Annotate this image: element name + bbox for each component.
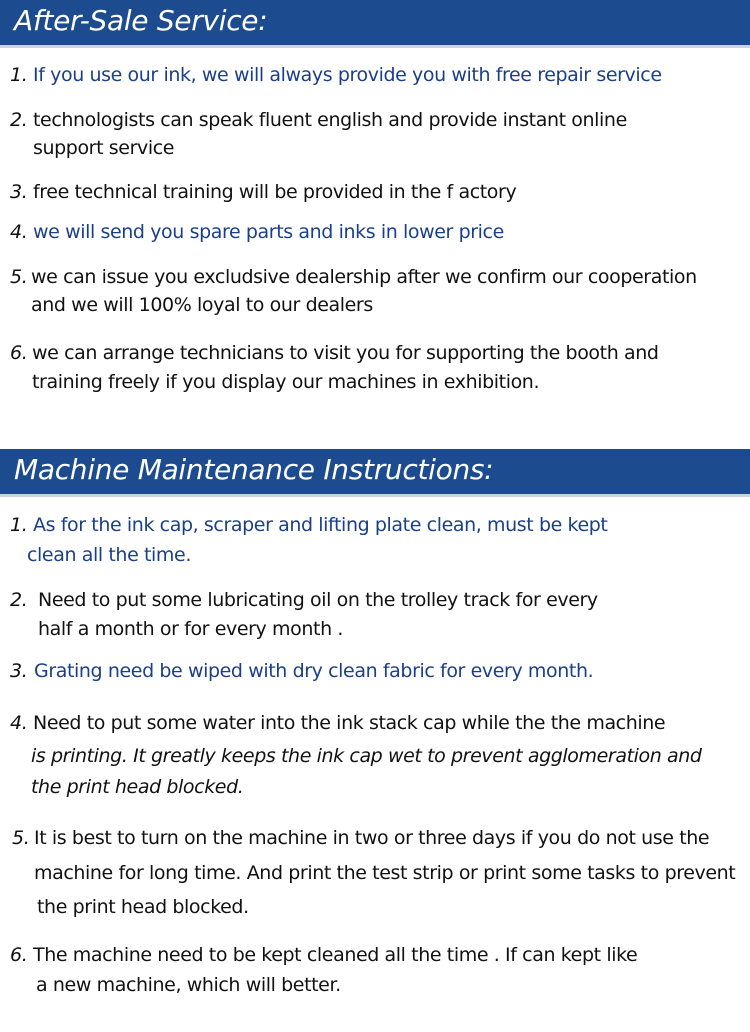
- item-text: Need to put some lubricating oil on the trolley track for every: [38, 589, 598, 611]
- item-text-continued: the print head blocked.: [31, 776, 244, 798]
- item-number: 6.: [10, 342, 28, 364]
- item-number: 1.: [10, 514, 28, 536]
- after-sale-banner: [0, 0, 750, 48]
- item-number: 5.: [12, 827, 30, 849]
- item-text-continued: machine for long time. And print the test strip or print some tasks to prevent: [34, 862, 736, 884]
- item-number: 5.: [10, 266, 28, 288]
- item-text-continued: a new machine, which will better.: [36, 974, 341, 996]
- item-text-continued: the print head blocked.: [37, 896, 249, 918]
- item-text: technologists can speak fluent english and provide instant online: [33, 109, 627, 131]
- item-text: we can arrange technicians to visit you for supporting the booth and: [32, 342, 659, 364]
- item-number: 4.: [10, 221, 28, 243]
- item-text: As for the ink cap, scraper and lifting plate clean, must be kept: [33, 514, 608, 536]
- item-number: 2.: [10, 589, 28, 611]
- item-text: we can issue you excludsive dealership after we confirm our cooperation: [31, 266, 697, 288]
- item-number: 2.: [10, 109, 28, 131]
- item-text-continued: half a month or for every month .: [38, 618, 343, 640]
- item-text: free technical training will be provided in the f actory: [33, 181, 517, 203]
- maintenance-banner: [0, 449, 750, 497]
- item-number: 3.: [10, 181, 28, 203]
- item-text: The machine need to be kept cleaned all the time . If can kept like: [33, 944, 638, 966]
- item-number: 3.: [10, 660, 28, 682]
- item-text: Grating need be wiped with dry clean fabric for every month.: [34, 660, 594, 682]
- item-text-continued: and we will 100% loyal to our dealers: [31, 294, 373, 316]
- maintenance-title: Machine Maintenance Instructions:: [14, 453, 494, 486]
- item-number: 4.: [10, 712, 28, 734]
- item-number: 1.: [10, 64, 28, 86]
- item-text-continued: support service: [33, 137, 175, 159]
- item-text-continued: training freely if you display our machines in exhibition.: [32, 371, 540, 393]
- item-text: we will send you spare parts and inks in lower price: [33, 221, 504, 243]
- item-text: It is best to turn on the machine in two or three days if you do not use the: [34, 827, 710, 849]
- item-text: Need to put some water into the ink stack cap while the the machine: [33, 712, 666, 734]
- item-text: If you use our ink, we will always provide you with free repair service: [33, 64, 662, 86]
- item-text-continued: clean all the time.: [27, 544, 191, 566]
- item-number: 6.: [10, 944, 28, 966]
- item-text-continued: is printing. It greatly keeps the ink cap wet to prevent agglomeration and: [31, 745, 702, 767]
- after-sale-title: After-Sale Service:: [14, 4, 268, 37]
